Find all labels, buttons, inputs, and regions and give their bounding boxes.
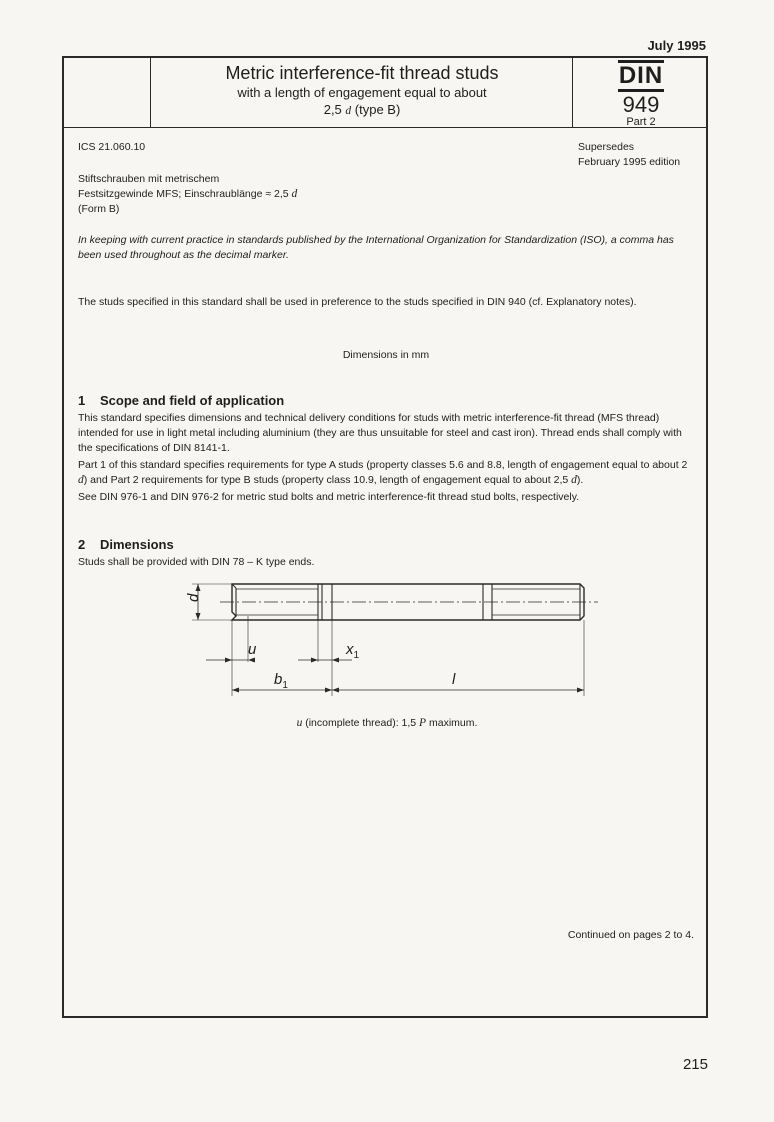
section1-heading xyxy=(78,393,284,409)
label-u: u xyxy=(248,641,257,658)
decimal-marker-note: In keeping with current practice in standards published by the International Organization for Standardization (ISO), a comma has been used throughout as the decimal marker. xyxy=(78,234,674,261)
page-number: 215 xyxy=(682,1056,708,1073)
document-subtitle-line1: with a length of engagement equal to about xyxy=(237,85,487,100)
drawing-caption xyxy=(0,716,774,731)
p2-text-b: ) and Part 2 requirements for type B studs (property class 10.9, length of engagement equal to about 2,5 xyxy=(83,474,572,486)
label-x1: $x_1$ xyxy=(346,641,360,661)
b1-arrow-left xyxy=(232,688,239,693)
stud-drawing xyxy=(180,576,600,711)
section2-title: Dimensions xyxy=(100,537,174,552)
section1-body xyxy=(78,411,694,507)
continued-note: Continued on pages 2 to 4. xyxy=(567,929,694,941)
x1-arrow-right xyxy=(332,658,339,663)
p2-text-a: Part 1 of this standard specifies requirements for type A studs (property classes 5.6 and 8.8, length of engagement equal to about 2 xyxy=(78,459,688,471)
preference-note: The studs specified in this standard shall be used in preference to the studs specified in DIN 940 (cf. Explanatory notes). xyxy=(78,296,637,308)
section1-paragraph3: See DIN 976-1 and DIN 976-2 for metric stud bolts and metric interference-fit thread stud bolts, respectively. xyxy=(78,491,580,503)
section1-paragraph1: This standard specifies dimensions and technical delivery conditions for studs with metric interference-fit thread (MFS thread) intended for use in light metal including aluminium (they are thus unsuitable for steel and cast iron). Thread ends shall comply with the specifications of DIN 8141-1. xyxy=(78,412,682,454)
document-subtitle-line2 xyxy=(152,101,572,120)
title-block xyxy=(152,62,572,120)
section2-number: 2 xyxy=(78,537,86,552)
german-title-line2 xyxy=(78,187,297,202)
u-arrow-left xyxy=(225,658,232,663)
german-variable: d xyxy=(291,188,298,200)
d-arrow-bottom xyxy=(196,613,201,620)
german-title-line1: Stiftschrauben mit metrischem xyxy=(78,173,220,185)
label-l: l xyxy=(452,671,456,688)
header-left-divider xyxy=(150,56,151,128)
ics-code: ICS 21.060.10 xyxy=(78,141,146,153)
p2-variable1: d xyxy=(78,474,84,486)
section1-title: Scope and field of application xyxy=(100,393,285,408)
document-title: Metric interference-fit thread studs xyxy=(225,63,499,83)
caption-text: (incomplete thread): 1,5 xyxy=(302,717,420,729)
section1-paragraph2 xyxy=(78,458,694,488)
din-number: 949 xyxy=(622,92,660,117)
supersedes-note xyxy=(578,140,680,170)
p2-text-c: ). xyxy=(576,474,584,486)
x1-arrow-left xyxy=(311,658,318,663)
caption-variable-p: P xyxy=(419,717,427,729)
section1-number: 1 xyxy=(78,393,86,408)
d-arrow-top xyxy=(196,584,201,591)
l-arrow-left xyxy=(332,688,339,693)
l-arrow-right xyxy=(577,688,584,693)
p2-variable2: d xyxy=(571,474,577,486)
dimensions-unit-note: Dimensions in mm xyxy=(342,349,430,361)
subtitle-text-end: (type B) xyxy=(351,102,401,117)
u-arrow-right xyxy=(248,658,255,663)
supersedes-label: Supersedes xyxy=(578,141,635,153)
german-title-line3: (Form B) xyxy=(78,203,120,215)
german-title xyxy=(78,172,297,217)
publication-date: July 1995 xyxy=(647,38,706,53)
din-logo: DIN xyxy=(618,60,664,92)
b1-arrow-right xyxy=(325,688,332,693)
supersedes-edition: February 1995 edition xyxy=(578,156,681,168)
caption-text-end: maximum. xyxy=(426,717,478,729)
caption-variable-u: u xyxy=(296,717,303,729)
label-b1: $b_1$ xyxy=(274,671,288,691)
subtitle-variable: d xyxy=(345,105,352,117)
label-d: d xyxy=(185,593,202,602)
din-standard-block xyxy=(574,60,708,128)
section2-paragraph1: Studs shall be provided with DIN 78 – K type ends. xyxy=(78,556,315,568)
din-part: Part 2 xyxy=(626,116,656,128)
section2-heading xyxy=(78,537,174,553)
subtitle-text: 2,5 xyxy=(323,102,346,117)
german-text: Festsitzgewinde MFS; Einschraublänge ≈ 2,5 xyxy=(78,188,292,200)
header-right-divider xyxy=(572,56,573,128)
